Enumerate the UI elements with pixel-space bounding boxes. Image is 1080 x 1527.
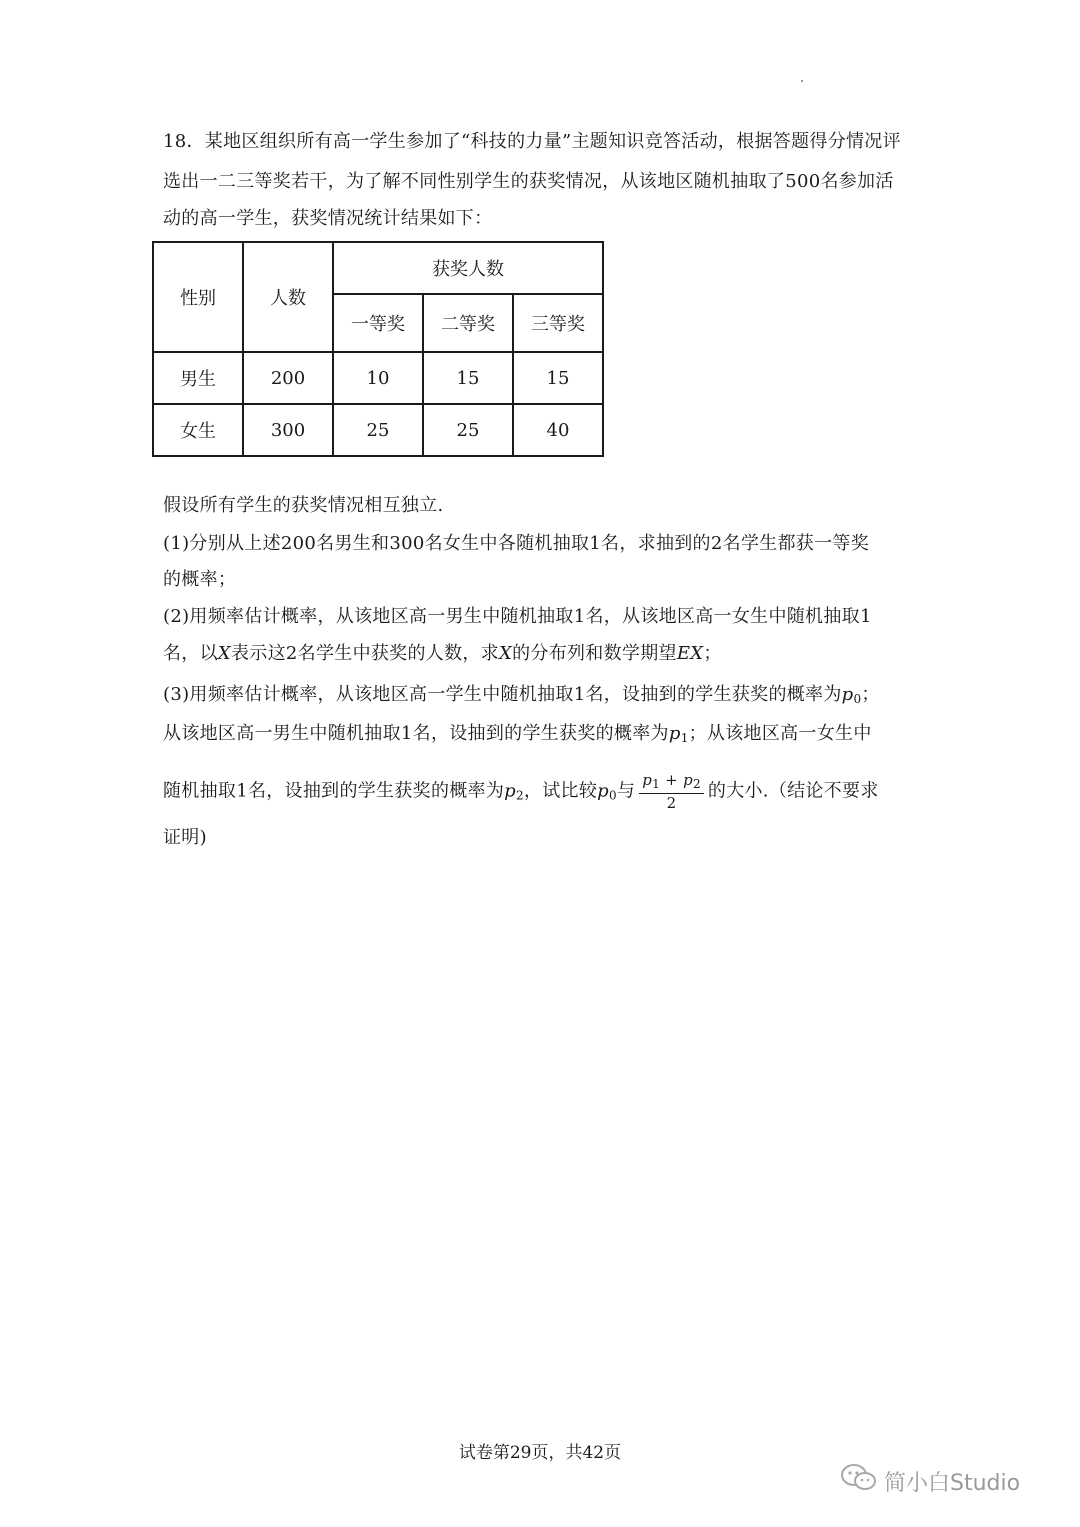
subscript: 0 [853,692,862,706]
text-run: 名，以 [163,643,218,664]
assumption-text: 假设所有学生的获奖情况相互独立. [163,495,444,516]
row-first: 10 [333,352,423,404]
variable-ex: EX [676,643,704,664]
variable-x: X [217,643,232,664]
row-first: 25 [333,404,423,456]
header-gender: 性别 [153,242,243,352]
row-gender: 男生 [153,352,243,404]
part3-line-2 [163,722,872,750]
text-run: ； [861,684,880,705]
row-count: 300 [243,404,333,456]
variable-x: X [498,643,513,664]
speck [801,80,803,82]
part1-line-2: 的概率； [163,569,237,590]
text-run: ，试比较 [523,780,598,802]
fraction [639,771,704,812]
fraction-denominator: 2 [666,794,677,812]
text-run: ；从该地区高一女生中 [688,723,872,744]
text-run: 与 [616,780,636,802]
question-line-3: 动的高一学生，获奖情况统计结果如下： [163,208,493,229]
text-run: 从该地区高一男生中随机抽取1名，设抽到的学生获奖的概率为 [163,723,669,744]
header-third: 三等奖 [513,294,603,352]
text-run: ； [703,643,722,664]
plus-sign: + [660,771,684,789]
text-run: 表示这2名学生中获奖的人数，求 [231,643,499,664]
subscript: 2 [692,777,701,791]
row-second: 15 [423,352,513,404]
part3-line-4: 证明) [163,827,207,848]
variable-p: p [642,771,653,789]
watermark-text: 简小白Studio [884,1470,1021,1496]
variable-p: p [668,723,681,744]
question-line-1: 18．某地区组织所有高一学生参加了“科技的力量”主题知识竞答活动，根据答题得分情况评 [163,131,901,152]
variable-p: p [683,771,693,789]
part3-line-3 [163,771,879,816]
row-third: 15 [513,352,603,404]
text-run: (3)用频率估计概率，从该地区高一学生中随机抽取1名，设抽到的学生获奖的概率为 [163,684,842,705]
text-run: 的大小.（结论不要求 [707,780,879,802]
header-second: 二等奖 [423,294,513,352]
part2-line-1: (2)用频率估计概率，从该地区高一男生中随机抽取1名，从该地区高一女生中随机抽取1 [163,606,872,627]
header-award-group: 获奖人数 [333,242,603,294]
page-footer: 试卷第29页，共42页 [458,1443,622,1463]
subscript: 2 [515,788,524,803]
subscript: 0 [608,788,617,803]
variable-p: p [504,780,516,802]
text-run: 随机抽取1名，设抽到的学生获奖的概率为 [163,780,505,802]
row-gender: 女生 [153,404,243,456]
fraction-numerator [639,771,704,794]
text-run: 的分布列和数学期望 [512,643,677,664]
part2-line-2 [163,642,722,666]
row-second: 25 [423,404,513,456]
variable-p: p [841,684,854,705]
part1-line-1: (1)分别从上述200名男生和300名女生中各随机抽取1名，求抽到的2名学生都获一等奖 [163,533,870,554]
table-row [153,352,603,404]
part3-line-1 [163,683,880,711]
award-table [152,241,604,457]
watermark [840,1466,1020,1496]
wechat-icon [840,1463,878,1499]
row-count: 200 [243,352,333,404]
question-line-2: 选出一二三等奖若干，为了解不同性别学生的获奖情况，从该地区随机抽取了500名参加活 [163,171,894,192]
row-third: 40 [513,404,603,456]
subscript: 1 [652,777,661,791]
table-row [153,404,603,456]
header-first: 一等奖 [333,294,423,352]
header-count: 人数 [243,242,333,352]
subscript: 1 [680,731,689,745]
variable-p: p [597,780,609,802]
